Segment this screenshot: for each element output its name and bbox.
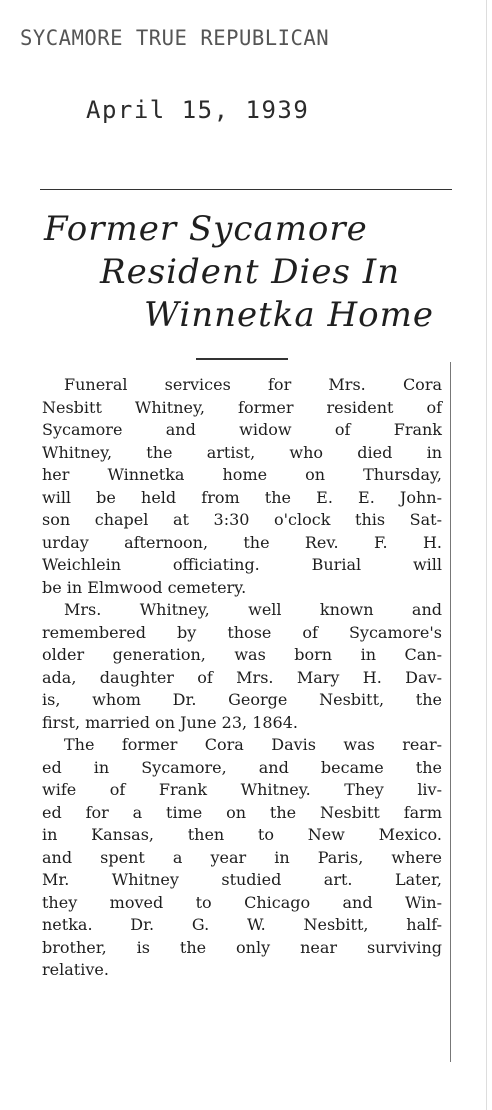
article-line: ada, daughter of Mrs. Mary H. Dav-	[42, 667, 442, 687]
article-line: will be held from the E. E. John-	[42, 487, 442, 507]
clipping-edge	[486, 0, 487, 1110]
headline-line: Resident Dies In	[100, 252, 401, 292]
publication-date: April 15, 1939	[86, 96, 310, 124]
article-body	[42, 374, 442, 982]
article-line: ed in Sycamore, and became the	[42, 757, 442, 777]
article-line: Nesbitt Whitney, former resident of	[42, 397, 442, 417]
article-line: in Kansas, then to New Mexico.	[42, 825, 442, 844]
article-line: ed for a time on the Nesbitt farm	[42, 802, 442, 822]
article-line: The former Cora Davis was rear-	[64, 735, 442, 754]
article-line: older generation, was born in Can-	[42, 645, 442, 664]
article-line: is, whom Dr. George Nesbitt, the	[42, 690, 442, 709]
article-line: wife of Frank Whitney. They liv-	[42, 780, 442, 799]
newspaper-name-stamp: SYCAMORE TRUE REPUBLICAN	[20, 26, 330, 50]
article-line: Mr. Whitney studied art. Later,	[42, 870, 442, 889]
headline-line: Winnetka Home	[144, 295, 434, 335]
article-line: urday afternoon, the Rev. F. H.	[42, 532, 442, 552]
column-edge-line	[450, 362, 451, 1062]
article-line: Funeral services for Mrs. Cora	[64, 375, 442, 394]
article-line: Whitney, the artist, who died in	[42, 442, 442, 462]
article-line: Sycamore and widow of Frank	[42, 420, 442, 439]
article-line: first, married on June 23, 1864.	[42, 712, 298, 732]
article-line: they moved to Chicago and Win-	[42, 892, 442, 912]
article-line: brother, is the only near surviving	[42, 937, 442, 957]
headline-divider-rule	[196, 358, 288, 360]
article-line: son chapel at 3:30 o'clock this Sat-	[42, 510, 442, 529]
article-line: be in Elmwood cemetery.	[42, 577, 247, 597]
article-headline	[30, 208, 460, 337]
article-line: remembered by those of Sycamore's	[42, 622, 442, 642]
article-line: relative.	[42, 960, 109, 979]
article-line: netka. Dr. G. W. Nesbitt, half-	[42, 915, 442, 934]
headline-line: Former Sycamore	[44, 209, 368, 249]
article-line: her Winnetka home on Thursday,	[42, 465, 442, 484]
article-line: Mrs. Whitney, well known and	[64, 600, 442, 619]
article-line: Weichlein officiating. Burial will	[42, 555, 442, 574]
top-divider-rule	[40, 189, 452, 190]
article-line: and spent a year in Paris, where	[42, 847, 442, 867]
